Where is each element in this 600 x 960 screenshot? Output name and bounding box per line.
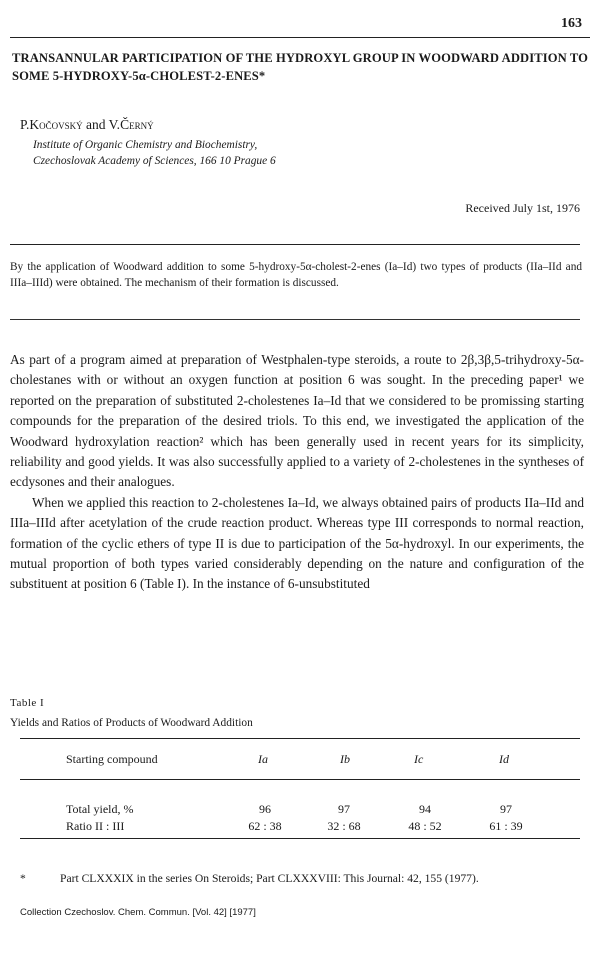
affiliation: [33, 137, 276, 169]
author-1-name: Kočovský: [29, 117, 83, 132]
table-cell: 62 : 38: [248, 819, 282, 833]
footnote: [20, 872, 479, 885]
authors-and: and: [86, 117, 106, 132]
affiliation-line-1: Institute of Organic Chemistry and Biochemistry,: [33, 139, 258, 151]
footnote-text: Part CLXXXIX in the series On Steroids; Part CLXXXVIII: This Journal: 42, 155 (1977).: [60, 872, 479, 885]
table-row-label: Total yield, %: [66, 802, 134, 816]
page-number: 163: [561, 16, 582, 31]
table-cell: 32 : 68: [327, 819, 361, 833]
author-1-initial: P.: [20, 117, 30, 132]
table-header-cell: Ic: [414, 752, 424, 766]
affiliation-line-2: Czechoslovak Academy of Sciences, 166 10 Prague 6: [33, 155, 276, 167]
paragraph: When we applied this reaction to 2-cholestenes Ia–Id, we always obtained pairs of products IIa–IId and IIIa–IIId after acetylation of the crude reaction product. Whereas type III corresponds to normal reaction, formation of the cyclic ethers of type II is due to participation of the 5α-hydroxyl. In our experiments, the mutual proportion of both types varied considerably depending on the nature and configuration of the substituent at position 6 (Table I). In the instance of 6-unsubstituted: [10, 494, 584, 592]
table-cell: 61 : 39: [489, 819, 523, 833]
body-text: [10, 350, 584, 595]
author-2-initial: V.: [108, 117, 121, 132]
journal-footer: Collection Czechoslov. Chem. Commun. [Vol. 42] [1977]: [20, 907, 256, 918]
table-caption: Yields and Ratios of Products of Woodward Addition: [10, 717, 253, 729]
table-header-cell: Ia: [258, 752, 268, 766]
paragraph: As part of a program aimed at preparation of Westphalen-type steroids, a route to 2β,3β,5-trihydroxy-5α-cholestanes with or without an oxygen function at position 6 was sought. In the preceding paper¹ we reported on the preparation of substituted 2-cholestenes Ia–Id that we considered to be promissing starting compounds for the preparation of the desired triols. To this end, we investigated the application of the Woodward hydroxylation reaction² which has been generally used in recent years for its simplicity, reliability and good yields. It was also successfully applied to a variety of 2-cholestenes in the syntheses of ecdysones and their analogues.: [10, 352, 584, 490]
table-header-cell: Ib: [340, 752, 350, 766]
table-rule-bottom: [20, 838, 580, 839]
table-cell: 96: [259, 802, 271, 816]
abstract: By the application of Woodward addition to some 5-hydroxy-5α-cholest-2-enes (Ia–Id) two types of products (IIa–IId and IIIa–IIId) were obtained. The mechanism of their formation is discussed.: [10, 261, 582, 289]
abstract-rule-top: [10, 244, 580, 245]
table-header-cell: Id: [499, 752, 509, 766]
table-cell: 48 : 52: [408, 819, 442, 833]
table-rule-mid: [20, 779, 580, 780]
article-title: TRANSANNULAR PARTICIPATION OF THE HYDROXYL GROUP IN WOODWARD ADDITION TO SOME 5-HYDROXY-5α-CHOLEST-2-ENES*: [12, 51, 588, 83]
author-2-name: Černý: [120, 117, 154, 132]
received-date: Received July 1st, 1976: [465, 201, 580, 215]
abstract-rule-bottom: [10, 319, 580, 320]
authors: [20, 117, 154, 133]
table-cell: 97: [500, 802, 512, 816]
table-row-label: Ratio II : III: [66, 819, 125, 833]
table-label: Table I: [10, 697, 45, 709]
table-rule-top: [20, 738, 580, 739]
footnote-mark: *: [20, 872, 26, 885]
table-cell: 94: [419, 802, 431, 816]
table-header-cell: Starting compound: [66, 752, 158, 766]
top-rule: [10, 37, 590, 38]
table-cell: 97: [338, 802, 350, 816]
